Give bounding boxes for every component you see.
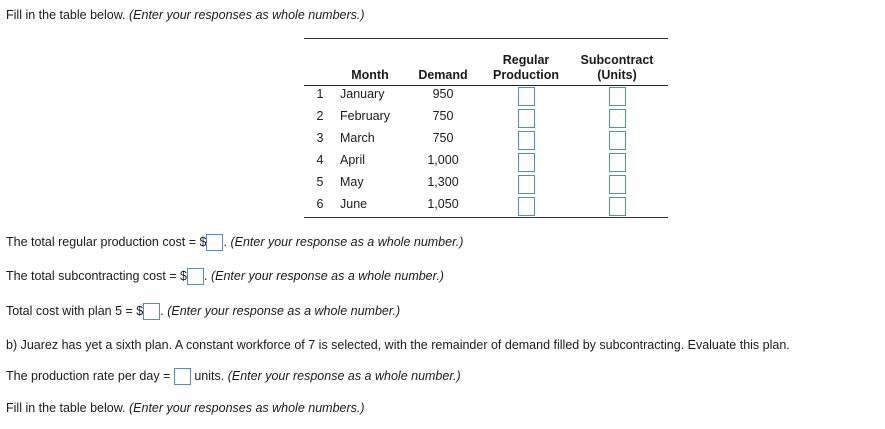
instruction-bottom-hint: (Enter your responses as whole numbers.) <box>129 401 365 415</box>
subcontract-cost-hint: (Enter your response as a whole number.) <box>210 268 444 283</box>
row-1-subcontract-input[interactable] <box>609 87 626 106</box>
regular-cost-hint: (Enter your response as a whole number.) <box>230 234 464 249</box>
instruction-bottom-text: Fill in the table below. <box>6 401 126 415</box>
regular-cost-line <box>6 234 463 251</box>
row-1-demand: 950 <box>432 87 454 101</box>
header-regular-production <box>486 53 566 83</box>
header-sub-line1: Subcontract <box>580 53 654 67</box>
row-6-subcontract-input[interactable] <box>609 197 626 216</box>
subcontract-cost-label: The total subcontracting cost = $ <box>6 268 188 283</box>
total-cost-input[interactable] <box>143 303 160 320</box>
header-demand: Demand <box>418 68 468 82</box>
row-2-demand: 750 <box>432 109 454 123</box>
subcontract-cost-period: . <box>204 268 208 283</box>
row-6-demand: 1,050 <box>427 197 459 211</box>
regular-cost-input[interactable] <box>206 234 223 251</box>
row-4-month: April <box>340 153 366 167</box>
row-2-regular-input[interactable] <box>518 109 535 128</box>
row-5-regular-input[interactable] <box>518 175 535 194</box>
total-cost-line <box>6 303 400 320</box>
row-5-demand: 1,300 <box>427 175 459 189</box>
row-4-demand: 1,000 <box>427 153 459 167</box>
total-cost-period: . <box>160 303 164 318</box>
instruction-top-text: Fill in the table below. <box>6 8 126 22</box>
row-4-regular-input[interactable] <box>518 153 535 172</box>
table-top-rule <box>304 38 668 39</box>
row-1-regular-input[interactable] <box>518 87 535 106</box>
instruction-top-hint: (Enter your responses as whole numbers.) <box>129 8 365 22</box>
row-3-subcontract-input[interactable] <box>609 131 626 150</box>
row-6-regular-input[interactable] <box>518 197 535 216</box>
total-cost-hint: (Enter your response as a whole number.) <box>167 303 401 318</box>
production-rate-label: The production rate per day = <box>6 368 171 383</box>
part-b-text: b) Juarez has yet a sixth plan. A constant workforce of 7 is selected, with the remainder of demand filled by subcontracting. Evaluate this plan. <box>6 338 790 352</box>
total-cost-label: Total cost with plan 5 = $ <box>6 303 144 318</box>
production-rate-line <box>6 368 461 385</box>
row-6-month: June <box>340 197 368 211</box>
production-rate-units: units. <box>194 368 225 383</box>
production-rate-input[interactable] <box>174 368 191 385</box>
row-6-num: 6 <box>316 197 324 211</box>
row-5-subcontract-input[interactable] <box>609 175 626 194</box>
row-5-num: 5 <box>316 175 324 189</box>
header-subcontract <box>572 53 662 83</box>
regular-cost-label: The total regular production cost = $ <box>6 234 207 249</box>
row-3-demand: 750 <box>432 131 454 145</box>
row-5-month: May <box>340 175 364 189</box>
row-3-month: March <box>340 131 375 145</box>
table-bottom-rule <box>304 217 668 218</box>
row-1-num: 1 <box>316 87 324 101</box>
regular-cost-period: . <box>223 234 227 249</box>
header-regular-line1: Regular <box>502 53 550 67</box>
row-2-month: February <box>340 109 391 123</box>
subcontract-cost-input[interactable] <box>187 268 204 285</box>
header-regular-line2: Production <box>493 68 559 82</box>
production-rate-hint: (Enter your response as a whole number.) <box>227 368 461 383</box>
row-1-month: January <box>340 87 385 101</box>
instruction-bottom <box>6 401 365 415</box>
row-4-num: 4 <box>316 153 324 167</box>
subcontract-cost-line <box>6 268 444 285</box>
row-3-regular-input[interactable] <box>518 131 535 150</box>
row-3-num: 3 <box>316 131 324 145</box>
row-2-subcontract-input[interactable] <box>609 109 626 128</box>
row-4-subcontract-input[interactable] <box>609 153 626 172</box>
instruction-top <box>6 8 365 22</box>
row-2-num: 2 <box>316 109 324 123</box>
header-sub-line2: (Units) <box>597 68 637 82</box>
header-month: Month <box>351 68 389 82</box>
